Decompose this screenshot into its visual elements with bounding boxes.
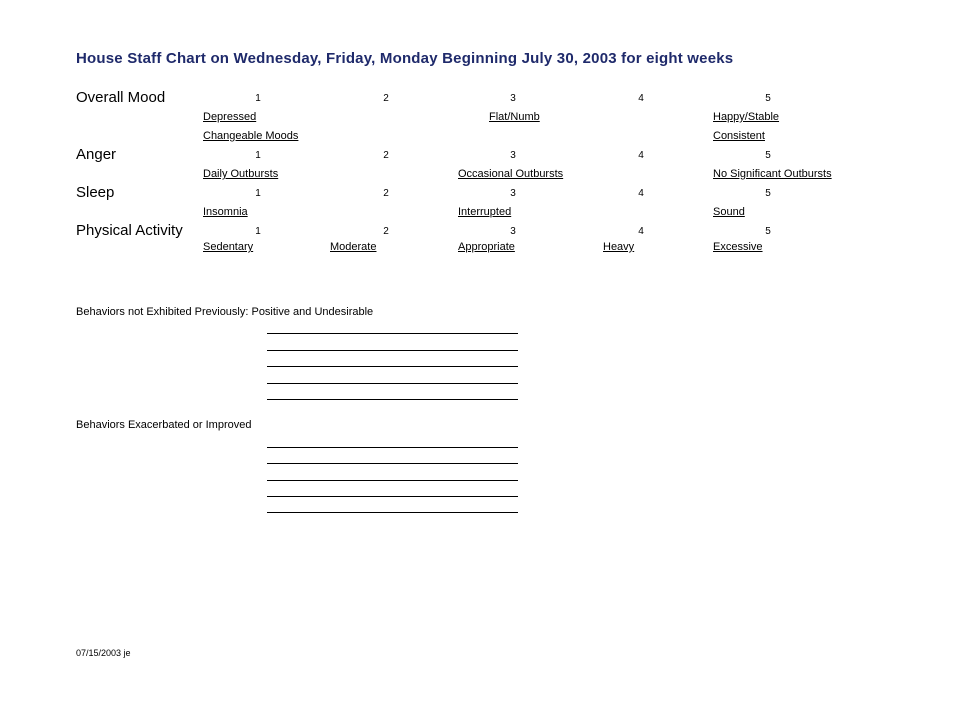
- label-flat-numb-text: Flat/Numb: [489, 111, 540, 123]
- scale-1: 1: [255, 93, 261, 104]
- page-title: House Staff Chart on Wednesday, Friday, Monday Beginning July 30, 2003 for eight weeks: [76, 50, 734, 67]
- category-anger: Anger: [76, 146, 117, 163]
- label-flat-numb: [458, 111, 540, 123]
- blank-line[interactable]: [267, 399, 518, 400]
- category-physical-activity: Physical Activity: [76, 222, 183, 239]
- section-new-behaviors: Behaviors not Exhibited Previously: Positive and Undesirable: [76, 306, 374, 318]
- label-happy-stable: Happy/Stable: [713, 111, 780, 123]
- scale-3: 3: [510, 188, 516, 199]
- label-depressed: Depressed: [203, 111, 257, 123]
- label-interrupted: Interrupted: [458, 206, 512, 218]
- category-sleep: Sleep: [76, 184, 115, 201]
- blank-line[interactable]: [267, 463, 518, 464]
- scale-4: 4: [638, 226, 644, 237]
- label-excessive: Excessive: [713, 241, 763, 253]
- blank-line[interactable]: [267, 350, 518, 351]
- section-changed-behaviors: Behaviors Exacerbated or Improved: [76, 419, 252, 431]
- category-overall-mood: Overall Mood: [76, 89, 166, 106]
- blank-line[interactable]: [267, 480, 518, 481]
- blank-line[interactable]: [267, 383, 518, 384]
- scale-3: 3: [510, 150, 516, 161]
- footer-date: 07/15/2003 je: [76, 648, 131, 658]
- scale-5: 5: [765, 93, 771, 104]
- scale-4: 4: [638, 150, 644, 161]
- label-occasional-outbursts: Occasional Outbursts: [458, 168, 564, 180]
- scale-4: 4: [638, 188, 644, 199]
- scale-5: 5: [765, 150, 771, 161]
- blank-line[interactable]: [267, 366, 518, 367]
- scale-2: 2: [383, 188, 389, 199]
- blank-line[interactable]: [267, 447, 518, 448]
- scale-2: 2: [383, 150, 389, 161]
- label-no-significant-outbursts: No Significant Outbursts: [713, 168, 832, 180]
- label-appropriate: Appropriate: [458, 241, 515, 253]
- label-sound: Sound: [713, 206, 745, 218]
- label-heavy: [586, 241, 634, 253]
- label-heavy-text: Heavy: [603, 241, 635, 253]
- scale-1: 1: [255, 226, 261, 237]
- scale-3: 3: [510, 93, 516, 104]
- scale-5: 5: [765, 188, 771, 199]
- scale-5: 5: [765, 226, 771, 237]
- label-consistent: Consistent: [713, 130, 765, 142]
- blank-line[interactable]: [267, 512, 518, 513]
- scale-2: 2: [383, 226, 389, 237]
- scale-1: 1: [255, 188, 261, 199]
- blank-line[interactable]: [267, 496, 518, 497]
- label-insomnia: Insomnia: [203, 206, 248, 218]
- scale-2: 2: [383, 93, 389, 104]
- label-moderate: Moderate: [330, 241, 377, 253]
- scale-4: 4: [638, 93, 644, 104]
- label-changeable-moods: Changeable Moods: [203, 130, 299, 142]
- blank-line[interactable]: [267, 333, 518, 334]
- label-daily-outbursts: Daily Outbursts: [203, 168, 279, 180]
- label-sedentary: Sedentary: [203, 241, 254, 253]
- scale-3: 3: [510, 226, 516, 237]
- scale-1: 1: [255, 150, 261, 161]
